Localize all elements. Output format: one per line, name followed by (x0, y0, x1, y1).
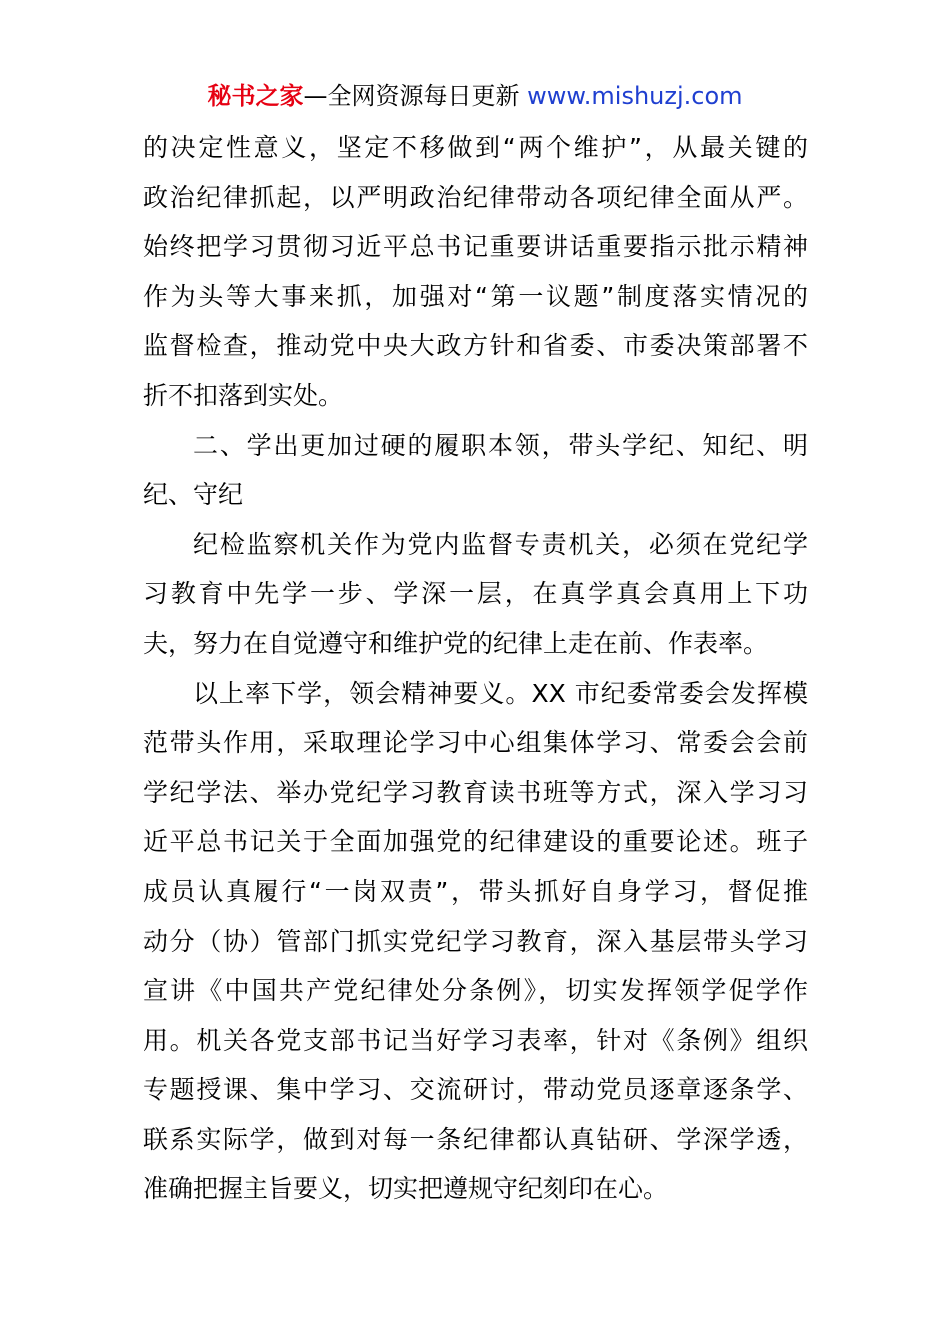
text-line: 折不扣落到实处。 (143, 380, 344, 410)
document-body (143, 123, 808, 1214)
text-line: 范带头作用，采取理论学习中心组集体学习、常委会会前 (143, 728, 808, 758)
site-brand: 秘书之家 (207, 82, 304, 110)
section-heading-line: 二、学出更加过硬的履职本领，带头学纪、知纪、明 (193, 430, 808, 460)
site-tagline: —全网资源每日更新 (303, 82, 528, 110)
text-line: 的决定性意义，坚定不移做到“两个维护”，从最关键的 (143, 133, 808, 162)
text-line: 夫，努力在自觉遵守和维护党的纪律上走在前、作表率。 (143, 628, 769, 658)
text-line: 习教育中先学一步、学深一层，在真学真会真用上下功 (143, 579, 808, 609)
text-line: 作为头等大事来抓，加强对“第一议题”制度落实情况的 (143, 281, 808, 311)
text-line: 监督检查，推动党中央大政方针和省委、市委决策部署不 (143, 331, 808, 361)
text-line: 纪检监察机关作为党内监督专责机关，必须在党纪学 (193, 529, 808, 559)
text-line: 始终把学习贯彻习近平总书记重要讲话重要指示批示精神 (143, 232, 808, 262)
text-line: 宣讲《中国共产党纪律处分条例》，切实发挥领学促学作 (143, 976, 808, 1006)
text-line: 专题授课、集中学习、交流研讨，带动党员逐章逐条学、 (143, 1075, 808, 1105)
text-line: 政治纪律抓起，以严明政治纪律带动各项纪律全面从严。 (143, 182, 808, 212)
text-line: 准确把握主旨要义，切实把遵规守纪刻印在心。 (143, 1174, 669, 1204)
text-line: 联系实际学，做到对每一条纪律都认真钻研、学深学透， (143, 1124, 808, 1154)
text-line: 动分（协）管部门抓实党纪学习教育，深入基层带头学习 (143, 926, 808, 956)
text-line: 用。机关各党支部书记当好学习表率，针对《条例》组织 (143, 1025, 808, 1055)
site-url-link[interactable]: www.mishuzj.com (527, 82, 743, 110)
section-heading-line: 纪、守纪 (143, 480, 244, 510)
text-line: 以上率下学，领会精神要义。XX 市纪委常委会发挥模 (193, 678, 808, 708)
site-header (0, 80, 950, 112)
text-line: 近平总书记关于全面加强党的纪律建设的重要论述。班子 (143, 827, 808, 857)
text-line: 成员认真履行“一岗双责”，带头抓好自身学习，督促推 (143, 876, 808, 906)
text-line: 学纪学法、举办党纪学习教育读书班等方式，深入学习习 (143, 777, 808, 807)
